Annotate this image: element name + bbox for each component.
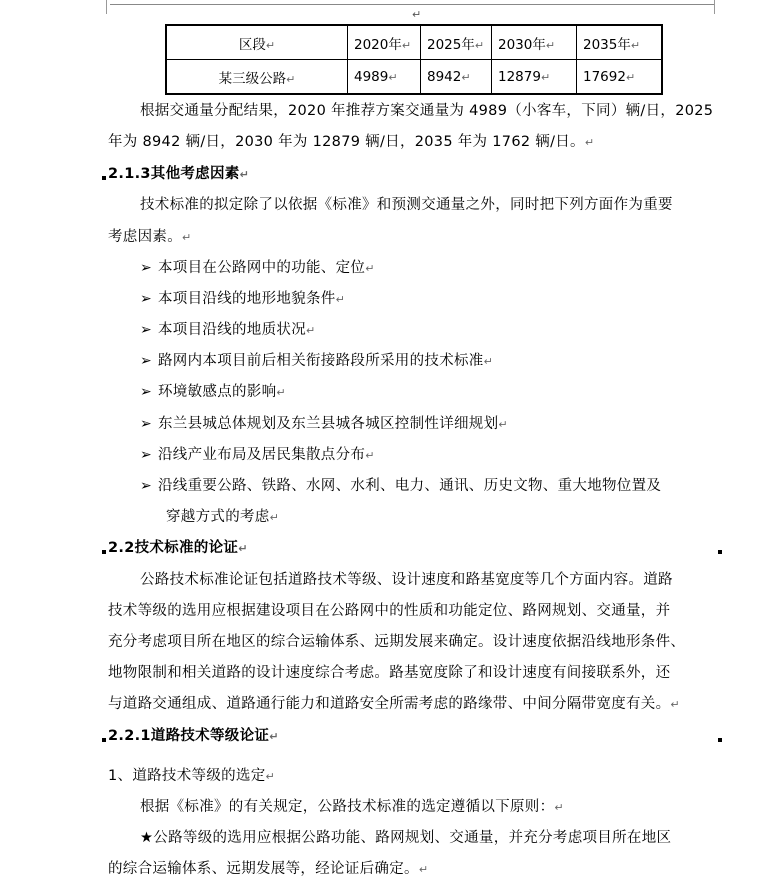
paragraph-line: 的综合运输体系、远期发展等，经论证后确定。↵ — [108, 861, 429, 877]
list-item: ➢ 沿线产业布局及居民集散点分布↵ — [140, 447, 375, 463]
table-cell: 12879↵ — [492, 60, 577, 95]
list-item: ➢ 路网内本项目前后相关衔接路段所采用的技术标准↵ — [140, 353, 494, 369]
list-item-continuation: 穿越方式的考虑↵ — [166, 509, 280, 525]
heading-marker — [102, 176, 106, 180]
heading-2-2: 2.2技术标准的论证↵ — [108, 540, 248, 556]
paragraph-line: 充分考虑项目所在地区的综合运输体系、远期发展来确定。设计速度依据沿线地形条件、 — [108, 634, 686, 650]
paragraph-line: 公路技术标准论证包括道路技术等级、设计速度和路基宽度等几个方面内容。道路 — [140, 572, 673, 588]
table-cell: 2030年↵ — [492, 25, 577, 60]
heading-marker — [718, 738, 722, 742]
paragraph-line: 考虑因素。↵ — [108, 229, 192, 245]
page-top-border — [110, 4, 714, 5]
arrow-bullet-icon: ➢ — [140, 322, 153, 338]
table-cell: 区段↵ — [166, 25, 348, 60]
paragraph-line: 地物限制和相关道路的设计速度综合考虑。路基宽度除了和设计速度有间接联系外，还 — [108, 665, 671, 681]
heading-marker — [102, 550, 106, 554]
table-cell: 8942↵ — [421, 60, 492, 95]
paragraph-line: 技术标准的拟定除了以依据《标准》和预测交通量之外，同时把下列方面作为重要 — [140, 197, 673, 213]
list-item: ➢ 本项目沿线的地质状况↵ — [140, 322, 316, 338]
margin-corner-right — [714, 0, 715, 14]
arrow-bullet-icon: ➢ — [140, 384, 153, 400]
paragraph-line: 技术等级的选用应根据建设项目在公路网中的性质和功能定位、路网规划、交通量，并 — [108, 603, 671, 619]
list-item: ➢ 环境敏感点的影响↵ — [140, 384, 286, 400]
arrow-bullet-icon: ➢ — [140, 478, 153, 494]
numbered-item: 1、道路技术等级的选定↵ — [108, 768, 276, 784]
paragraph-line: 年为 8942 辆/日，2030 年为 12879 辆/日，2035 年为 1762 辆/日。↵ — [108, 134, 595, 150]
list-item: ➢ 本项目沿线的地形地貌条件↵ — [140, 291, 346, 307]
list-item: ➢ 沿线重要公路、铁路、水网、水利、电力、通讯、历史文物、重大地物位置及 — [140, 478, 662, 494]
heading-marker — [102, 738, 106, 742]
heading-marker — [718, 550, 722, 554]
table-row — [166, 60, 662, 95]
heading-2-2-1: 2.2.1道路技术等级论证↵ — [108, 728, 279, 744]
paragraph-mark: ↵ — [412, 8, 422, 21]
table-cell: 2020年↵ — [348, 25, 421, 60]
table-cell: 某三级公路↵ — [166, 60, 348, 95]
paragraph-line: 根据交通量分配结果，2020 年推荐方案交通量为 4989（小客车，下同）辆/日，2025 — [140, 103, 714, 119]
heading-2-1-3: 2.1.3其他考虑因素↵ — [108, 166, 250, 182]
table-header-row — [166, 25, 662, 60]
list-item: ➢ 本项目在公路网中的功能、定位↵ — [140, 260, 375, 276]
table-cell: 17692↵ — [577, 60, 663, 95]
arrow-bullet-icon: ➢ — [140, 291, 153, 307]
traffic-volume-table — [165, 24, 663, 95]
list-item: ➢ 东兰县城总体规划及东兰县城各城区控制性详细规划↵ — [140, 416, 508, 432]
arrow-bullet-icon: ➢ — [140, 416, 153, 432]
margin-corner-left — [106, 0, 107, 14]
paragraph-line: ★公路等级的选用应根据公路功能、路网规划、交通量，并充分考虑项目所在地区 — [140, 830, 672, 846]
arrow-bullet-icon: ➢ — [140, 260, 153, 276]
table-cell: 2035年↵ — [577, 25, 663, 60]
table-cell: 2025年↵ — [421, 25, 492, 60]
paragraph-line: 与道路交通组成、道路通行能力和道路安全所需考虑的路缘带、中间分隔带宽度有关。↵ — [108, 696, 680, 712]
paragraph-line: 根据《标准》的有关规定，公路技术标准的选定遵循以下原则：↵ — [140, 799, 564, 815]
arrow-bullet-icon: ➢ — [140, 353, 153, 369]
arrow-bullet-icon: ➢ — [140, 447, 153, 463]
table-cell: 4989↵ — [348, 60, 421, 95]
